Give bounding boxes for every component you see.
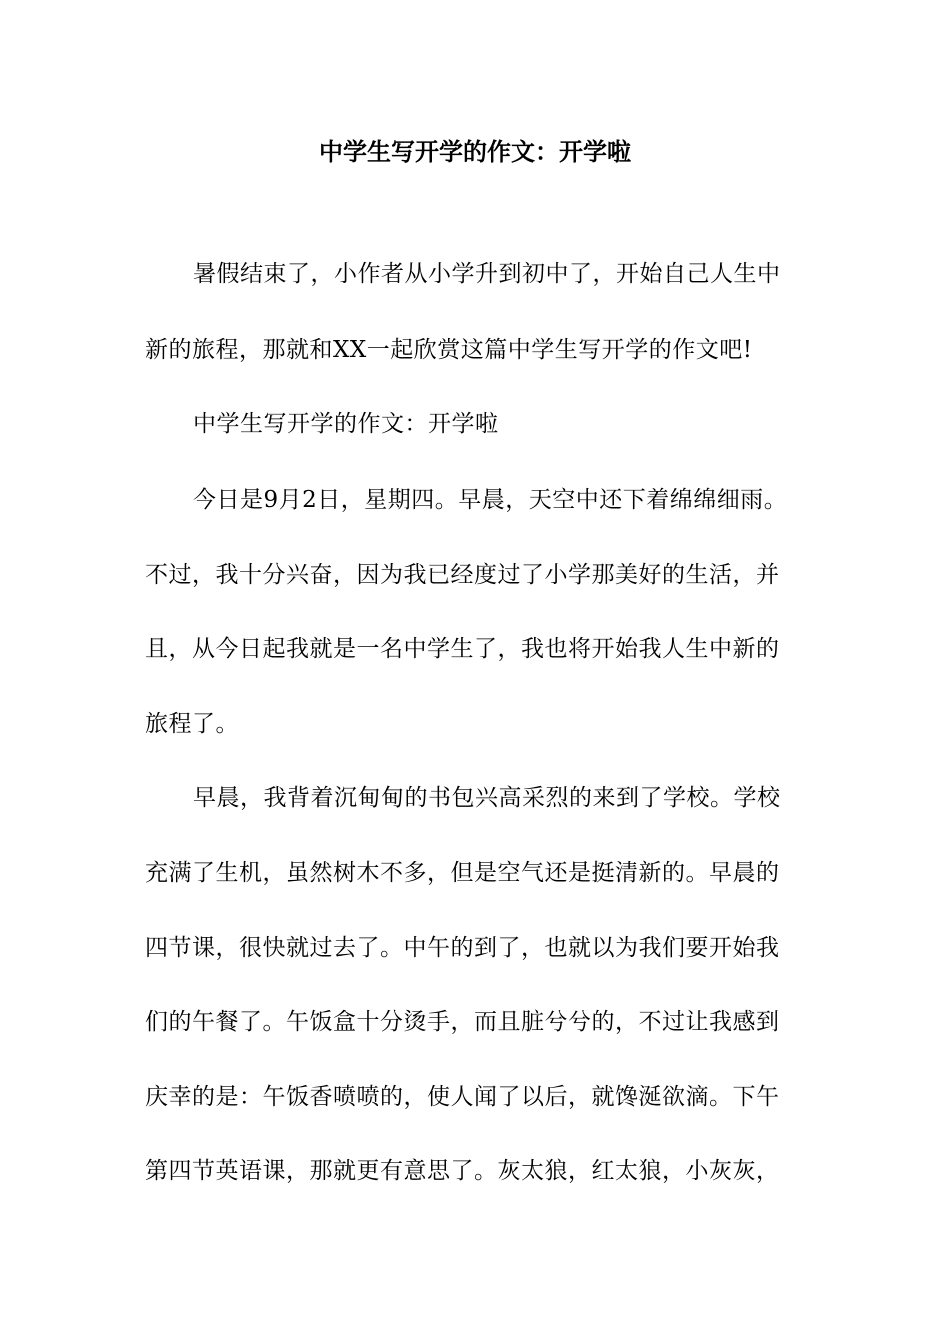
paragraph-line: 们的午餐了。午饭盒十分烫手，而且脏兮兮的，不过让我感到 <box>145 1009 780 1035</box>
paragraph-line: 新的旅程，那就和XX一起欣赏这篇中学生写开学的作文吧! <box>145 337 753 363</box>
paragraph-line: 四节课，很快就过去了。中午的到了，也就以为我们要开始我 <box>145 935 780 961</box>
paragraph-line: 旅程了。 <box>145 711 239 737</box>
paragraph-line: 且，从今日起我就是一名中学生了，我也将开始我人生中新的 <box>145 636 780 662</box>
paragraph-line: 暑假结束了，小作者从小学升到初中了，开始自己人生中 <box>193 261 781 287</box>
paragraph-line: 充满了生机，虽然树木不多，但是空气还是挺清新的。早晨的 <box>145 860 780 886</box>
document-title: 中学生写开学的作文：开学啦 <box>319 137 631 166</box>
paragraph-line: 今日是9月2日，星期四。早晨，天空中还下着绵绵细雨。 <box>193 487 788 513</box>
paragraph-line: 第四节英语课，那就更有意思了。灰太狼，红太狼，小灰灰， <box>145 1158 780 1184</box>
paragraph-line: 庆幸的是：午饭香喷喷的，使人闻了以后，就馋涎欲滴。下午 <box>145 1084 780 1110</box>
paragraph-line: 不过，我十分兴奋，因为我已经度过了小学那美好的生活，并 <box>145 562 780 588</box>
paragraph-line: 早晨，我背着沉甸甸的书包兴高采烈的来到了学校。学校 <box>193 785 781 811</box>
paragraph-line: 中学生写开学的作文：开学啦 <box>193 411 499 437</box>
